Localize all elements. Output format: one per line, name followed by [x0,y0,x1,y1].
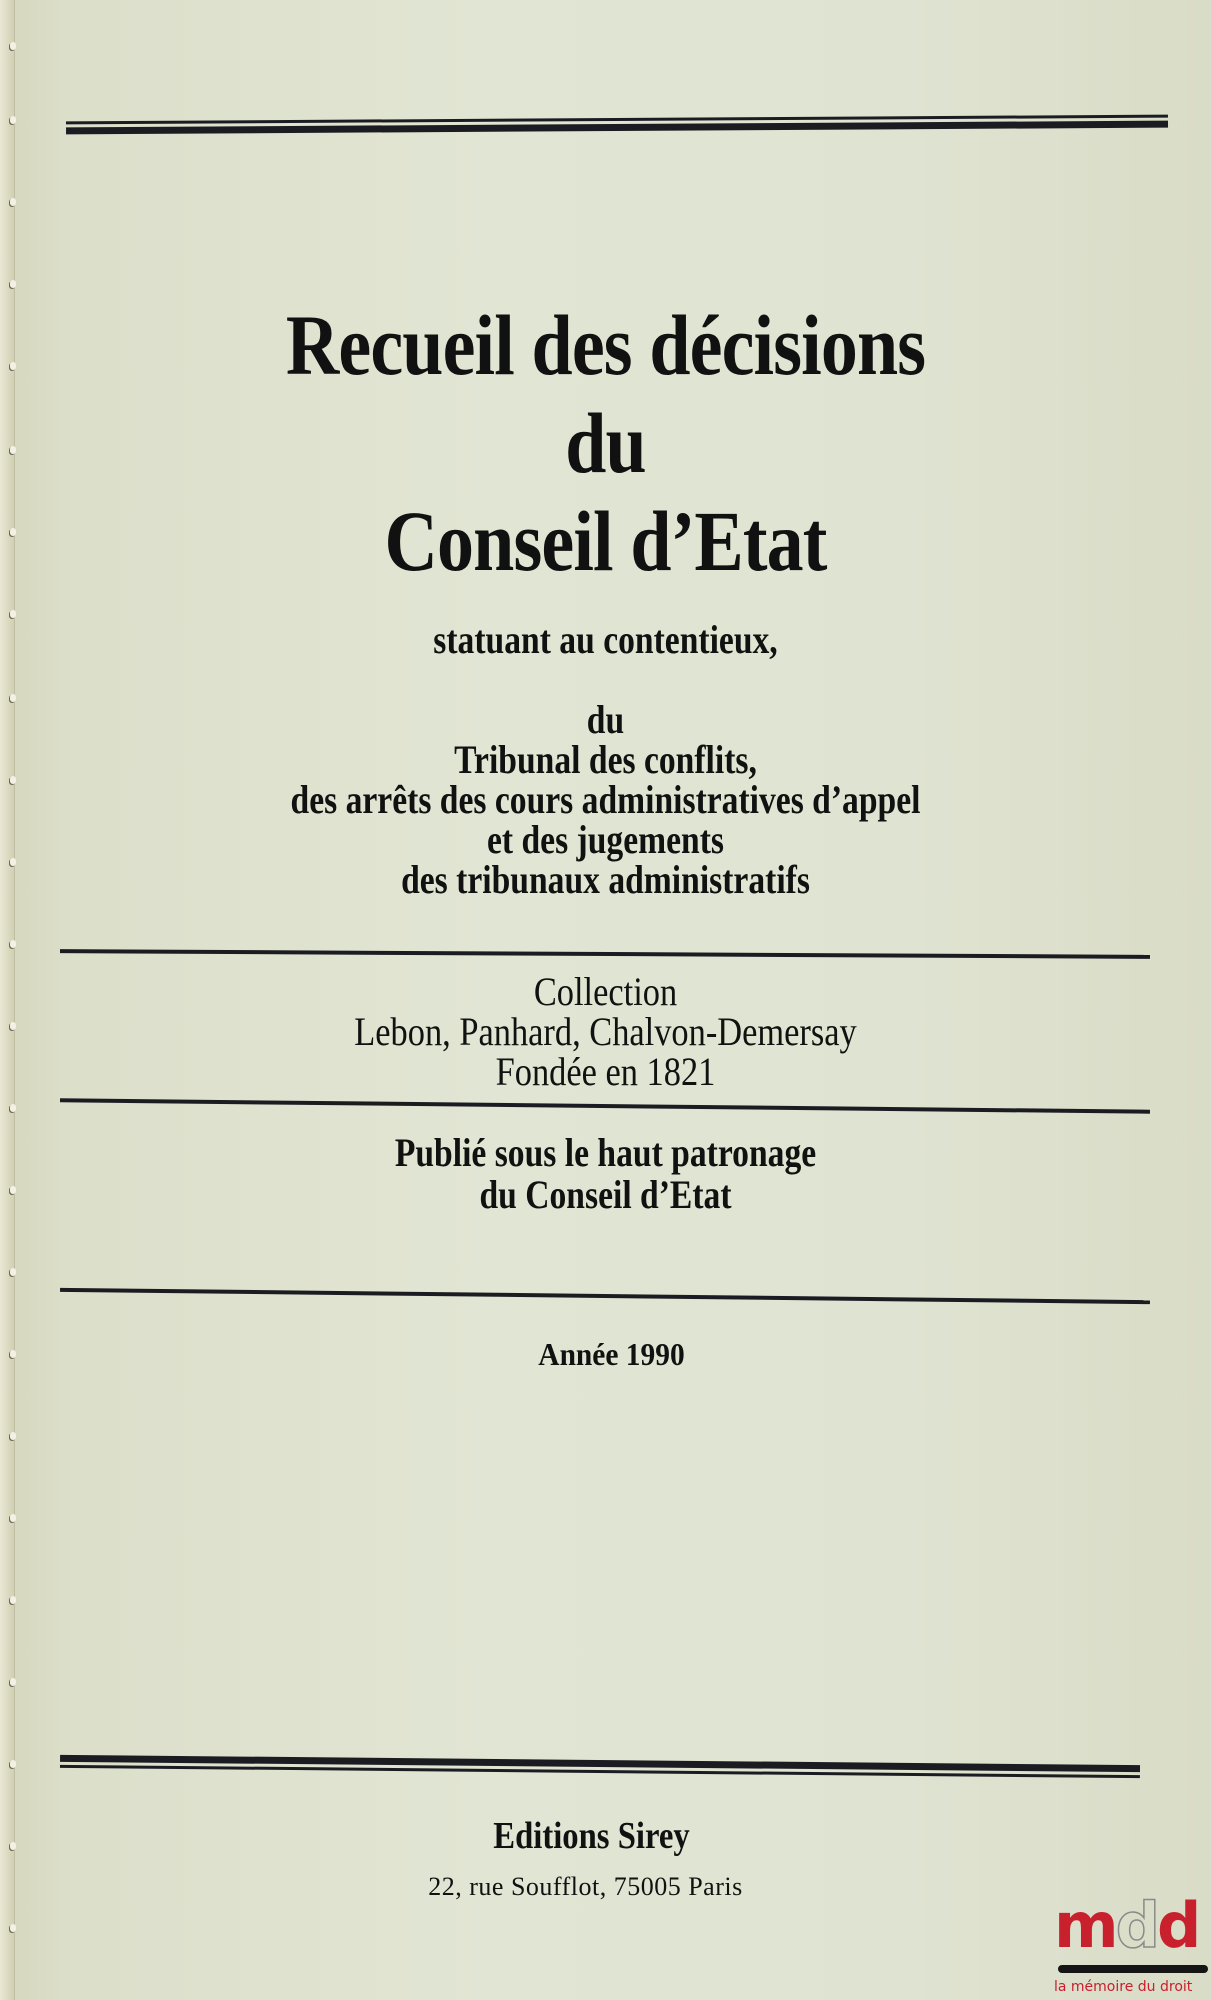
binding-stitch [10,694,16,702]
scope-line: et des jugements [486,817,725,862]
collection-line: Lebon, Panhard, Chalvon-Demersay [354,1009,857,1054]
scope-line: Tribunal des conflits, [454,737,757,782]
scope-line: des tribunaux administratifs [401,857,810,902]
binding-spine [0,0,15,2000]
binding-stitch [10,1514,16,1522]
top-double-rule [66,115,1168,134]
logo-letter: m [1054,1889,1116,1962]
patronage-block [97,1132,1114,1216]
binding-stitch [10,1760,16,1768]
binding-stitch [10,116,16,124]
main-title [85,296,1126,590]
scope-line: du [586,697,625,742]
binding-stitch [10,446,16,454]
collection-line: Collection [533,969,678,1014]
subtitle-text: statuant au contentieux, [433,617,778,662]
binding-stitch [10,1350,16,1358]
publisher-address-text: 22, rue Soufflot, 75005 Paris [428,1872,743,1901]
mdd-logo [1050,1889,1211,2000]
collection-block [85,969,1126,1094]
binding-stitch [10,1596,16,1604]
binding-stitch [10,1842,16,1850]
publisher-name [71,1816,1112,1856]
binding-stitch [10,1022,16,1030]
binding-stitch [10,1186,16,1194]
binding-stitch [10,1268,16,1276]
binding-stitch [10,362,16,370]
bottom-double-rule [60,1755,1140,1777]
scope-block [97,697,1114,902]
logo-letter: d [1157,1889,1199,1962]
title-line: du [565,395,646,491]
logo-tagline: la mémoire du droit [1054,1979,1193,1995]
binding-stitch [10,198,16,206]
scope-line: des arrêts des cours administratives d’appel [290,777,921,822]
binding-stitch [10,1104,16,1112]
section-rule [60,1288,1150,1304]
title-line: Recueil des décisions [285,297,926,393]
binding-stitch [10,940,16,948]
binding-stitch [10,42,16,50]
binding-stitch [10,776,16,784]
section-rule [60,949,1150,959]
binding-stitch [10,1432,16,1440]
binding-stitch [10,610,16,618]
binding-stitch [10,1924,16,1932]
publisher-name-text: Editions Sirey [493,1815,690,1857]
subtitle [97,617,1114,662]
patronage-line: du Conseil d’Etat [479,1172,732,1217]
mdd-logo-mark [1054,1889,1199,1962]
logo-letter: d [1115,1889,1157,1962]
binding-stitch [10,280,16,288]
logo-bar [1058,1965,1208,1973]
year [54,1336,1168,1372]
publisher-address [0,1872,1191,1902]
binding-stitch [10,1678,16,1686]
binding-stitch [10,528,16,536]
patronage-line: Publié sous le haut patronage [394,1130,817,1175]
year-text: Année 1990 [538,1336,685,1372]
section-rule [60,1098,1150,1113]
collection-line: Fondée en 1821 [495,1049,716,1094]
binding-stitch [10,858,16,866]
title-line: Conseil d’Etat [384,493,827,589]
